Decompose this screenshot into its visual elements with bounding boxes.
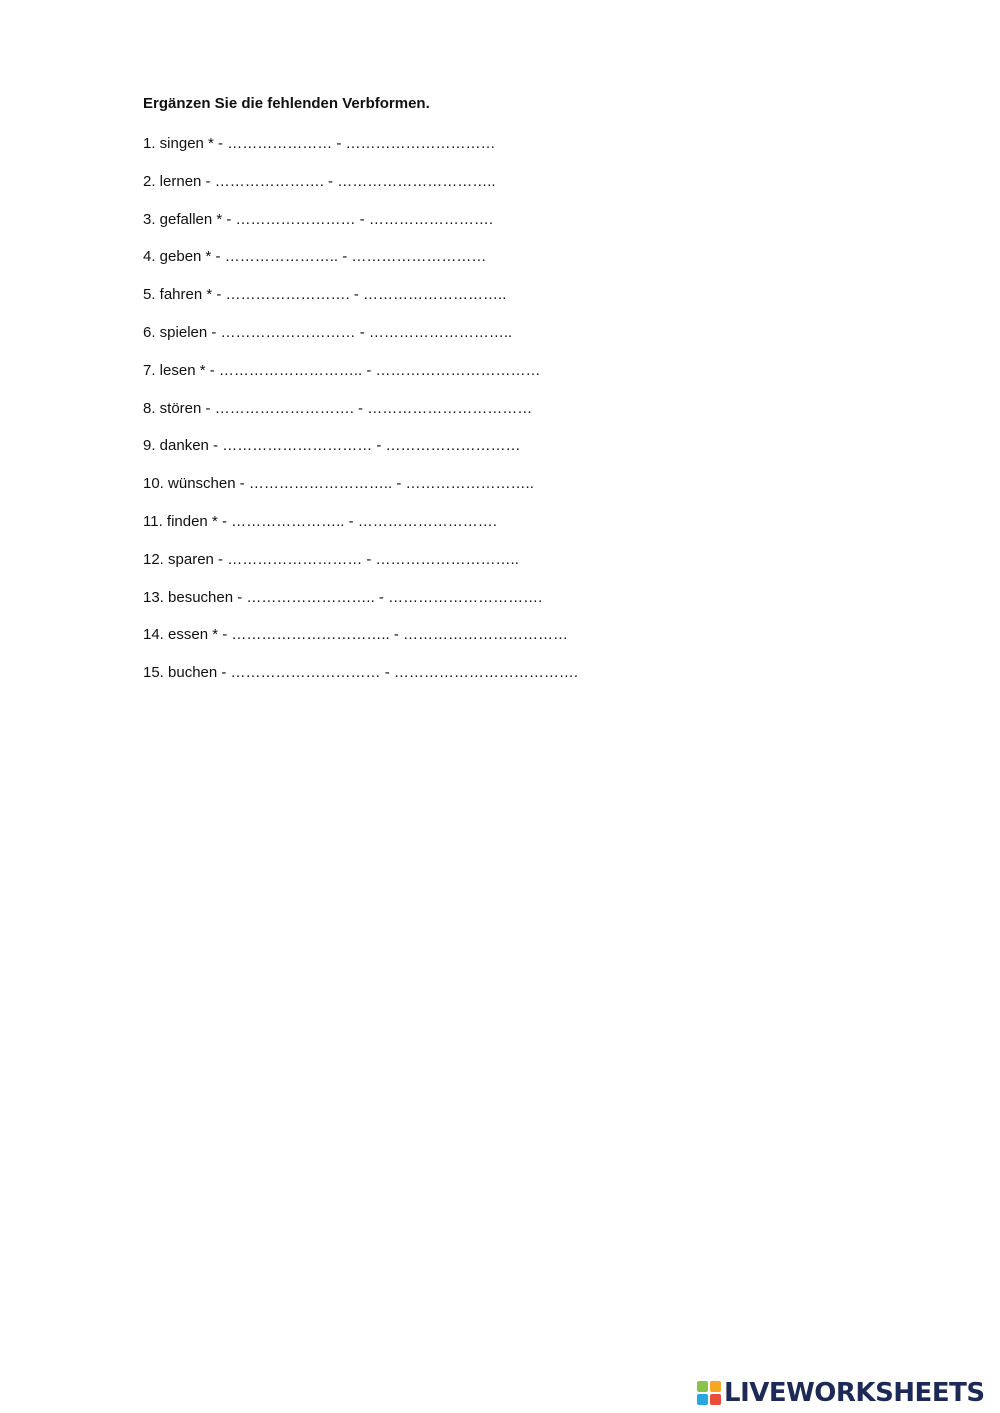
logo-square-blue bbox=[697, 1394, 708, 1405]
exercise-item-3: 3. gefallen * - …………………… - ……………………. bbox=[143, 210, 494, 228]
exercise-item-4: 4. geben * - ………………….. - ……………………… bbox=[143, 248, 487, 266]
logo-square-red bbox=[710, 1394, 721, 1405]
logo-square-green bbox=[697, 1381, 708, 1392]
exercise-item-1: 1. singen * - ………………… - ………………………… bbox=[143, 135, 496, 152]
worksheet-title: Ergänzen Sie die fehlenden Verbformen. bbox=[143, 95, 430, 112]
logo-square-orange bbox=[710, 1381, 721, 1392]
exercise-item-10: 10. wünschen - ……………………….. - …………………….. bbox=[143, 475, 534, 493]
exercise-item-12: 12. sparen - ……………………… - ……………………….. bbox=[143, 550, 519, 568]
exercise-item-6: 6. spielen - ……………………… - ……………………….. bbox=[143, 323, 513, 341]
exercise-item-7: 7. lesen * - ……………………….. - …………………………… bbox=[143, 361, 541, 379]
exercise-item-8: 8. stören - ………………………. - …………………………… bbox=[143, 399, 533, 417]
exercise-item-13: 13. besuchen - …………………….. - …………………………. bbox=[143, 588, 543, 606]
exercise-item-5: 5. fahren * - ……………………. - ……………………….. bbox=[143, 286, 507, 304]
exercise-item-9: 9. danken - ………………………… - ……………………… bbox=[143, 437, 521, 455]
logo-squares-icon bbox=[697, 1381, 721, 1405]
exercise-item-11: 11. finden * - ………………….. - ………………………. bbox=[143, 512, 497, 530]
exercise-item-14: 14. essen * - ………………………….. - …………………………… bbox=[143, 626, 569, 644]
liveworksheets-logo bbox=[697, 1377, 985, 1409]
logo-text: LIVEWORKSHEETS bbox=[724, 1378, 985, 1408]
exercise-item-2: 2. lernen - …………………. - ………………………….. bbox=[143, 172, 496, 190]
verb-exercise-list bbox=[143, 134, 578, 701]
exercise-item-15: 15. buchen - ………………………… - ………………………………. bbox=[143, 664, 579, 682]
